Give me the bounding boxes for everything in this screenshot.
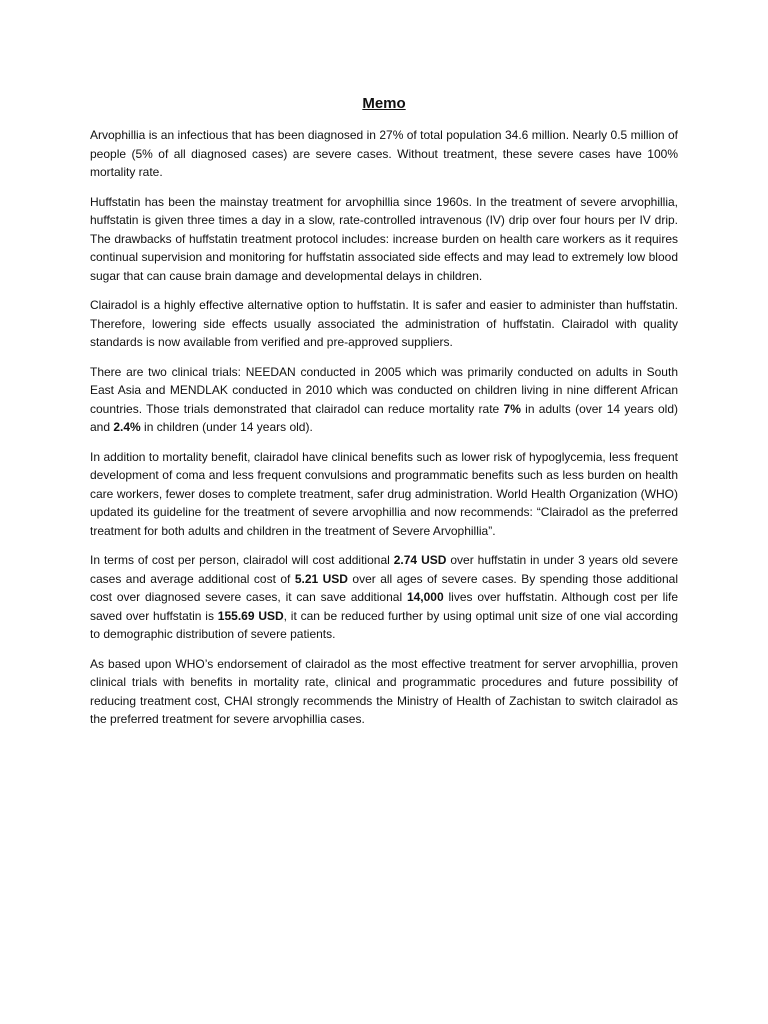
- paragraph-text: As based upon WHO’s endorsement of clairadol as the most effective treatment for server arvophillia, proven clinical trials with benefits in mortality rate, clinical and programmatic procedures and future possibility of reducing treatment cost, CHAI strongly recommends the Ministry of Health of Zachistan to switch clairadol as the preferred treatment for severe arvophillia cases.: [90, 656, 678, 726]
- memo-paragraph: [90, 551, 678, 644]
- paragraph-text: Huffstatin has been the mainstay treatment for arvophillia since 1960s. In the treatment of severe arvophillia, huffstatin is given three times a day in a slow, rate-controlled intravenous (IV) drip over four hours per IV drip. The drawbacks of huffstatin treatment protocol includes: increase burden on health care workers as it requires continual supervision and monitoring for huffstatin associated side effects and may lead to extremely low blood sugar that can cause brain damage and developmental delays in children.: [90, 194, 678, 283]
- paragraph-text: in children (under 14 years old).: [140, 420, 313, 434]
- paragraph-text: Clairadol is a highly effective alternative option to huffstatin. It is safer and easier to administer than huffstatin. Therefore, lowering side effects usually associated the administration of huffstatin. Clairadol with quality standards is now available from verified and pre-approved suppliers.: [90, 298, 678, 349]
- memo-page: [90, 94, 678, 740]
- paragraph-text: There are two clinical trials: NEEDAN conducted in 2005 which was primarily conducted on adults in South East Asia and MENDLAK conducted in 2010 which was conducted on children living in nine different African countries. Those trials demonstrated that clairadol can reduce mortality rate: [90, 364, 678, 416]
- paragraph-bold-text: 7%: [503, 401, 521, 416]
- paragraph-text: , it can be reduced further by using optimal unit size of one vial according to demographic distribution of severe patients.: [90, 608, 678, 641]
- memo-title: Memo: [362, 95, 406, 112]
- paragraph-text: over all ages of severe cases. By spending those additional cost over diagnosed severe cases, it can save additional: [90, 571, 678, 604]
- memo-paragraph: [90, 193, 678, 286]
- memo-paragraph: [90, 448, 678, 541]
- paragraph-text: over huffstatin in under 3 years old severe cases and average additional cost of: [90, 553, 679, 586]
- memo-paragraph: [90, 296, 678, 352]
- paragraph-bold-text: 155.69 USD: [217, 608, 284, 623]
- memo-paragraph: [90, 126, 678, 182]
- memo-paragraph: [90, 363, 678, 437]
- paragraph-text: Arvophillia is an infectious that has been diagnosed in 27% of total population 34.6 million. Nearly 0.5 million of people (5% of all diagnosed cases) are severe cases. Without treatment, these severe cases have 100% mortality rate.: [90, 128, 678, 179]
- paragraph-text: in adults (over 14 years old) and: [90, 401, 678, 434]
- paragraph-bold-text: 2.74 USD: [393, 553, 447, 567]
- paragraph-text: lives over huffstatin. Although cost per life saved over huffstatin is: [90, 590, 679, 623]
- paragraph-bold-text: 5.21 USD: [294, 571, 348, 586]
- paragraph-bold-text: 2.4%: [113, 420, 141, 434]
- paragraph-text: In addition to mortality benefit, clairadol have clinical benefits such as lower risk of hypoglycemia, less frequent development of coma and less frequent convulsions and programmatic benefits such as less burden on health care workers, fewer doses to complete treatment, safer drug administration. World Health Organization (WHO) updated its guideline for the treatment of severe arvophillia and now recommends: “Clairadol as the preferred treatment for both adults and children in the treatment of Severe Arvophillia”.: [90, 449, 678, 538]
- paragraph-bold-text: 14,000: [406, 590, 444, 604]
- memo-paragraph: [90, 655, 678, 729]
- memo-body: [90, 126, 678, 729]
- paragraph-text: In terms of cost per person, clairadol will cost additional: [90, 553, 394, 567]
